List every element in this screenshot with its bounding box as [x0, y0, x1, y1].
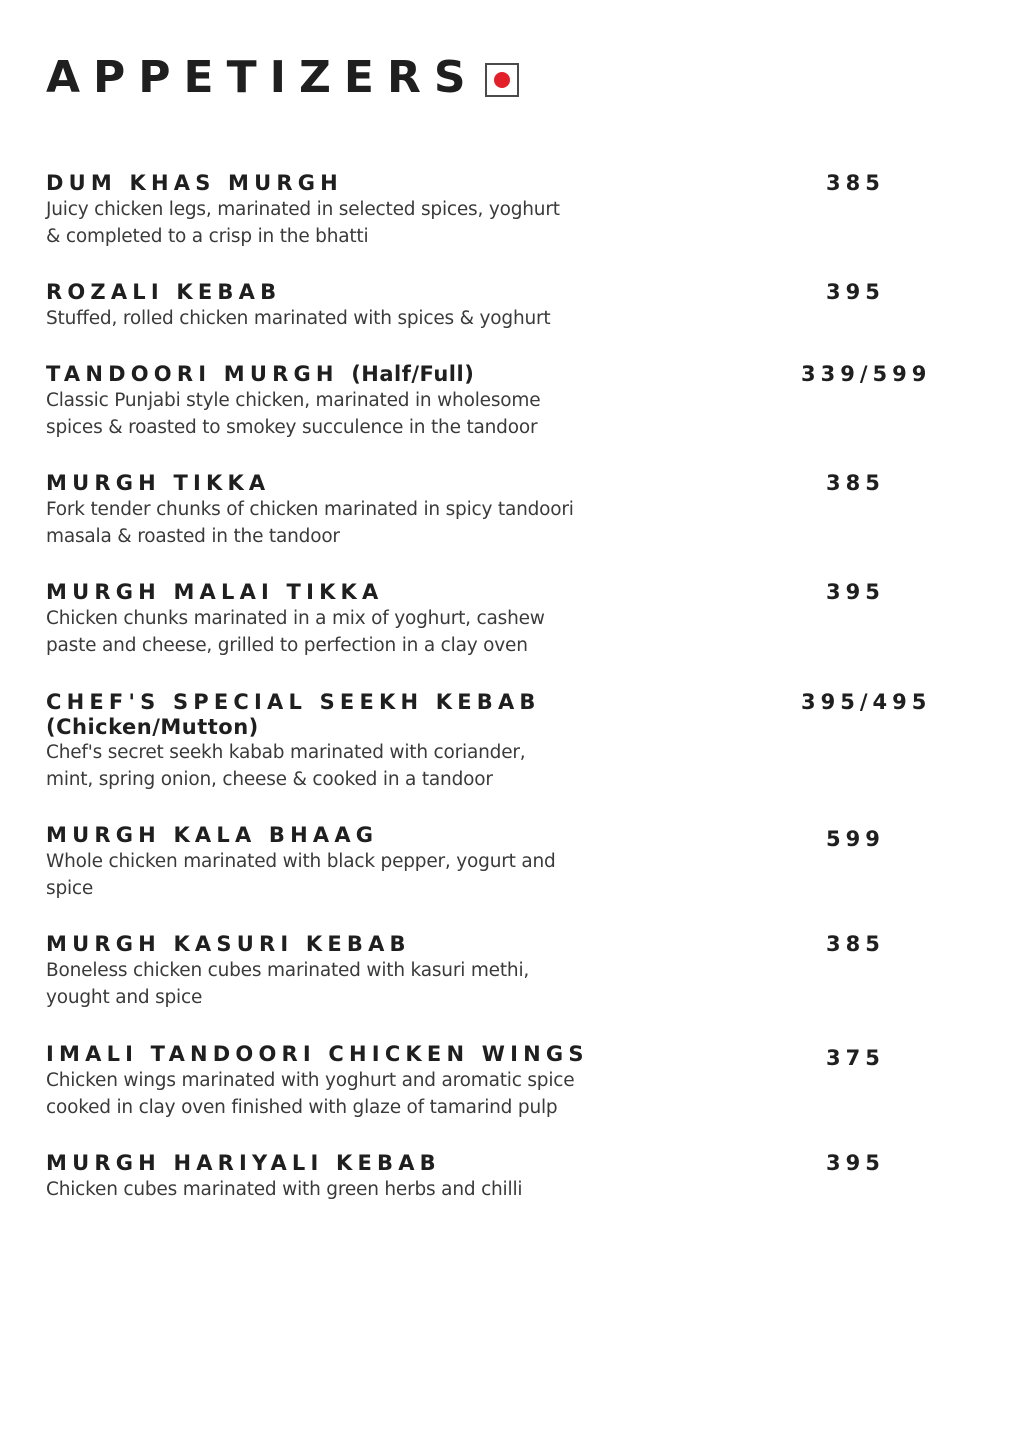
- description-line: Chef's secret seekh kabab marinated with coriander,: [46, 742, 526, 763]
- item-size-options: (Half/Full): [351, 362, 475, 386]
- item-name: MURGH HARIYALI KEBAB: [46, 1151, 441, 1175]
- description-line: Chicken wings marinated with yoghurt and aromatic spice: [46, 1070, 575, 1091]
- description-line: Stuffed, rolled chicken marinated with spices & yoghurt: [46, 308, 551, 329]
- menu-item: [46, 1041, 986, 1121]
- item-description: [46, 496, 666, 550]
- item-variants: (Chicken/Mutton): [46, 715, 259, 739]
- menu-item: [46, 931, 986, 1011]
- description-line: Chicken cubes marinated with green herbs and chilli: [46, 1179, 523, 1200]
- description-line: Whole chicken marinated with black pepper, yogurt and: [46, 851, 556, 872]
- description-line: Fork tender chunks of chicken marinated in spicy tandoori: [46, 499, 574, 520]
- non-veg-marker-icon: [485, 63, 519, 97]
- description-line: yought and spice: [46, 987, 203, 1008]
- item-name: IMALI TANDOORI CHICKEN WINGS: [46, 1042, 589, 1066]
- red-dot-icon: [494, 72, 510, 88]
- item-price: 339/599: [801, 362, 932, 386]
- description-line: masala & roasted in the tandoor: [46, 526, 340, 547]
- item-name: ROZALI KEBAB: [46, 280, 282, 304]
- menu-item: [46, 579, 986, 659]
- item-price: 385: [826, 171, 885, 195]
- description-line: spice: [46, 878, 94, 899]
- item-price: 385: [826, 932, 885, 956]
- page-header: [46, 52, 519, 104]
- item-description: [46, 848, 666, 902]
- item-price: 395: [826, 1151, 885, 1175]
- item-name: MURGH KASURI KEBAB: [46, 932, 411, 956]
- item-price: 395: [826, 280, 885, 304]
- description-line: & completed to a crisp in the bhatti: [46, 226, 369, 247]
- menu-item: [46, 470, 986, 550]
- description-line: Classic Punjabi style chicken, marinated in wholesome: [46, 390, 541, 411]
- menu-item: [46, 689, 986, 793]
- menu-item: [46, 170, 986, 250]
- item-name-text: TANDOORI MURGH: [46, 362, 339, 386]
- item-price: 385: [826, 471, 885, 495]
- description-line: mint, spring onion, cheese & cooked in a tandoor: [46, 769, 493, 790]
- menu-item: [46, 1150, 986, 1203]
- menu-item: [46, 822, 986, 902]
- description-line: Chicken chunks marinated in a mix of yoghurt, cashew: [46, 608, 545, 629]
- item-description: [46, 1067, 666, 1121]
- item-name: DUM KHAS MURGH: [46, 171, 343, 195]
- item-description: [46, 605, 666, 659]
- item-price: 395/495: [801, 690, 932, 714]
- item-name: MURGH TIKKA: [46, 471, 271, 495]
- menu-item: [46, 279, 986, 332]
- description-line: spices & roasted to smokey succulence in the tandoor: [46, 417, 538, 438]
- description-line: paste and cheese, grilled to perfection in a clay oven: [46, 635, 528, 656]
- item-price: 375: [826, 1046, 885, 1070]
- description-line: cooked in clay oven finished with glaze of tamarind pulp: [46, 1097, 558, 1118]
- item-description: [46, 196, 666, 250]
- item-price: 599: [826, 827, 885, 851]
- item-name: CHEF'S SPECIAL SEEKH KEBAB: [46, 690, 541, 714]
- item-name: MURGH KALA BHAAG: [46, 823, 379, 847]
- item-price: 395: [826, 580, 885, 604]
- description-line: Boneless chicken cubes marinated with kasuri methi,: [46, 960, 530, 981]
- page-title: APPETIZERS: [46, 52, 479, 103]
- item-description: [46, 739, 666, 793]
- item-name: MURGH MALAI TIKKA: [46, 580, 384, 604]
- item-description: [46, 957, 666, 1011]
- item-description: [46, 387, 666, 441]
- item-description: [46, 1176, 666, 1203]
- description-line: Juicy chicken legs, marinated in selected spices, yoghurt: [46, 199, 560, 220]
- item-description: [46, 305, 666, 332]
- menu-item: [46, 361, 986, 441]
